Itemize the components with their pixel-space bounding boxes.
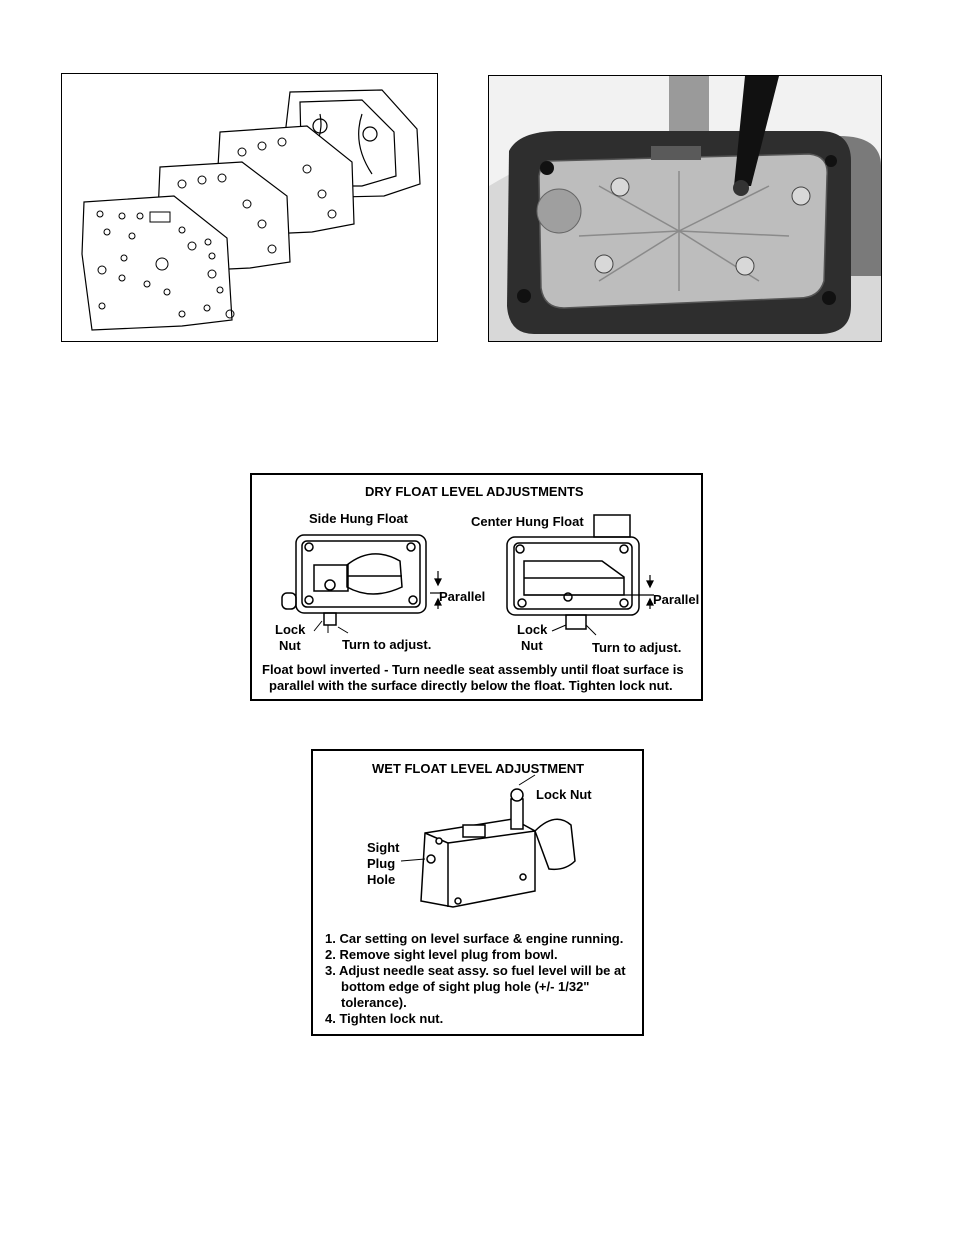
dry-float-level-figure (250, 473, 703, 701)
wet-step: 1. Car setting on level surface & engine running. (325, 931, 624, 946)
lock-nut-label: Lock Nut (536, 787, 592, 802)
lock-label-right: Lock (517, 622, 548, 637)
turn-label-right: Turn to adjust. (592, 640, 682, 655)
nut-label-right: Nut (521, 638, 543, 653)
dry-instruction-line-1: Float bowl inverted - Turn needle seat assembly until float surface is (262, 662, 684, 677)
wet-step: 3. Adjust needle seat assy. so fuel level will be at bottom edge of sight plug hole (+/- 1/32" tolerance). (325, 963, 626, 1010)
center-hung-label: Center Hung Float (471, 514, 584, 529)
exploded-gasket-drawing (62, 74, 437, 341)
float-bowl-photo (488, 75, 882, 342)
nut-label-left: Nut (279, 638, 301, 653)
parallel-label-left: Parallel (439, 589, 486, 604)
wet-step: 4. Tighten lock nut. (325, 1011, 444, 1026)
side-hung-label: Side Hung Float (309, 511, 408, 526)
dry-title: DRY FLOAT LEVEL ADJUSTMENTS (365, 484, 584, 499)
parallel-label-right: Parallel (653, 592, 700, 607)
turn-label-left: Turn to adjust. (342, 637, 432, 652)
exploded-gasket-diagram (61, 73, 438, 342)
wet-float-level-figure (311, 749, 644, 1036)
lock-label-left: Lock (275, 622, 306, 637)
center-hung-bowl (507, 537, 639, 615)
photo-rendering (489, 76, 881, 341)
wet-title: WET FLOAT LEVEL ADJUSTMENT (372, 761, 585, 776)
dry-instruction-line-2: parallel with the surface directly below the float. Tighten lock nut. (269, 678, 673, 693)
plug-label: Plug (367, 856, 396, 871)
wet-steps-list (325, 931, 645, 1027)
sight-label: Sight (367, 840, 400, 855)
wet-step: 2. Remove sight level plug from bowl. (325, 947, 558, 962)
hole-label: Hole (367, 872, 396, 887)
